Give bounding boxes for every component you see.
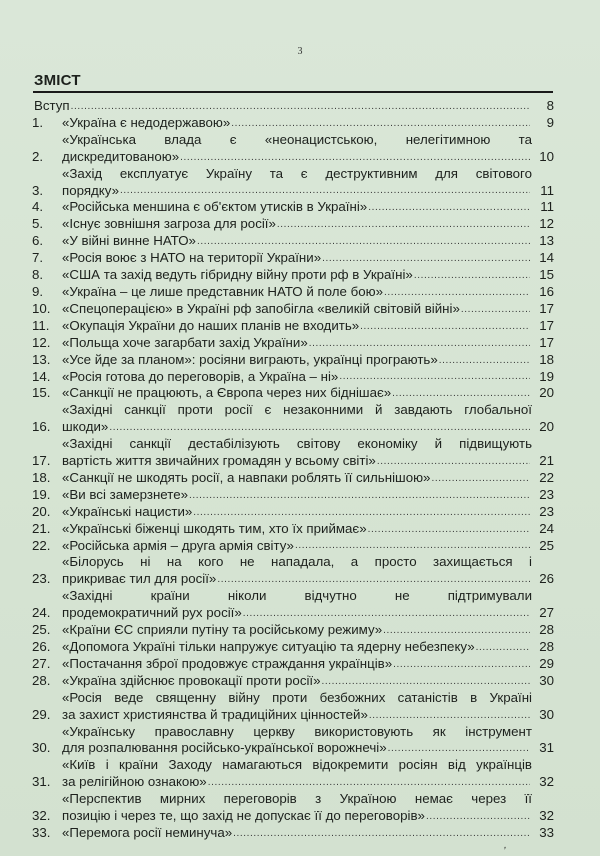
toc-entry-text: «Постачання зброї продовжує страждання українців» <box>62 655 393 671</box>
dot-leader <box>360 322 530 332</box>
toc-entry[interactable] <box>32 554 554 588</box>
toc-entry[interactable] <box>32 352 554 369</box>
toc-entry-number: 25. <box>32 622 51 638</box>
toc-page-number: 24 <box>539 520 554 536</box>
toc-entry-text: порядку» <box>62 182 119 198</box>
dot-leader <box>384 288 530 298</box>
toc-page-number: 8 <box>546 98 554 113</box>
title-rule <box>33 91 553 93</box>
toc-entry-text: «Перемога росії неминуча» <box>62 824 233 840</box>
toc-entry-number: 27. <box>32 655 51 671</box>
toc-page-number: 18 <box>539 351 554 367</box>
dot-leader <box>217 575 530 585</box>
toc-entry-text: «Спецоперацією» в Україні рф запобігла «великій світовій війні» <box>62 300 460 316</box>
toc-entry[interactable] <box>32 301 554 318</box>
toc-page-number: 32 <box>539 774 554 790</box>
toc-page-number: 12 <box>539 216 554 232</box>
toc-entry-number: 23. <box>32 571 51 587</box>
toc-entry[interactable] <box>32 436 554 470</box>
toc-entry-text: «Київ і країни Заходу намагаються відокремити росіян від українців <box>62 757 532 773</box>
page-number: 3 <box>297 46 303 57</box>
toc-entry-number: 14. <box>32 368 51 384</box>
toc-page-number: 28 <box>539 639 554 654</box>
toc-entry-text: «Допомога Україні тільки напружує ситуацію та ядерну небезпеку» <box>62 639 475 654</box>
toc-entry-number: 19. <box>32 486 51 502</box>
dot-leader <box>377 457 530 467</box>
table-of-contents <box>32 98 554 842</box>
toc-page-number: 32 <box>539 808 554 824</box>
toc-entry[interactable] <box>32 588 554 622</box>
toc-entry-number: 18. <box>32 469 51 485</box>
toc-entry[interactable] <box>32 521 554 538</box>
toc-entry-number: 6. <box>32 233 44 249</box>
toc-entry-text: «Російська меншина є об'єктом утисків в Україні» <box>62 199 368 215</box>
toc-entry-number: 5. <box>32 216 44 232</box>
toc-entry[interactable] <box>32 470 554 487</box>
toc-entry-text: «Російська армія – друга армія світу» <box>62 537 294 553</box>
toc-entry-text: «Країни ЄС сприяли путіну та російському режиму» <box>62 622 383 638</box>
toc-entry-text: «Санкції не шкодять росії, а навпаки роблять її сильнішою» <box>62 469 431 485</box>
toc-entry-number: 9. <box>32 283 44 299</box>
toc-entry-text: «Західні санкції дестабілізують світову економіку й підвищують <box>62 436 532 452</box>
toc-page-number: 17 <box>539 317 554 333</box>
toc-entry-number: 31. <box>32 774 51 790</box>
toc-page-number: 21 <box>539 453 554 469</box>
dot-leader <box>243 609 530 619</box>
toc-entry-number: 28. <box>32 672 51 688</box>
toc-entry[interactable] <box>32 132 554 166</box>
dot-leader <box>388 744 530 754</box>
toc-entry[interactable] <box>32 487 554 504</box>
toc-entry-number: 15. <box>32 385 51 401</box>
toc-entry-number: 26. <box>32 639 51 654</box>
dot-leader <box>476 643 530 653</box>
toc-entry[interactable] <box>32 369 554 386</box>
toc-entry-number: 16. <box>32 419 51 435</box>
toc-page-number: 13 <box>539 233 554 249</box>
toc-entry-text: продемократичний рух росії» <box>62 605 242 621</box>
dot-leader <box>392 389 530 399</box>
toc-page-number: 23 <box>539 486 554 502</box>
toc-entry-text: «Росія воює з НАТО на території України» <box>62 250 322 266</box>
toc-entry-text: «Білорусь ні на кого не нападала, а просто захищається і <box>62 554 532 570</box>
toc-entry-text: «Україна здійснює провокації проти росії» <box>62 672 321 688</box>
dot-leader <box>322 254 530 264</box>
dot-leader <box>309 339 530 349</box>
toc-entry-text: шкоди» <box>62 419 109 435</box>
toc-entry-number: 17. <box>32 453 51 469</box>
toc-entry-number: 4. <box>32 199 44 215</box>
toc-page-number: 15 <box>539 267 554 283</box>
toc-entry[interactable] <box>32 639 554 656</box>
dot-leader <box>368 525 530 535</box>
toc-page-number: 22 <box>539 469 554 485</box>
dot-leader <box>339 372 530 382</box>
toc-entry-text: «Українську православну церкву використовують як інструмент <box>62 723 532 739</box>
dot-leader <box>277 220 530 230</box>
toc-entry[interactable] <box>32 115 554 132</box>
toc-entry-number: 13. <box>32 351 51 367</box>
dot-leader <box>383 626 530 636</box>
dot-leader <box>231 119 530 129</box>
toc-entry-text: «Санкції не працюють, а Європа через них біднішає» <box>62 385 392 401</box>
toc-entry-text: за релігійною ознакою» <box>62 774 207 790</box>
toc-page-number: 9 <box>546 114 554 130</box>
toc-entry-text: дискредитованою» <box>62 148 180 164</box>
dot-leader <box>208 778 530 788</box>
toc-entry-text: «США та захід ведуть гібридну війну проти рф в Україні» <box>62 267 413 283</box>
dot-leader <box>233 829 530 839</box>
toc-page-number: 31 <box>539 740 554 756</box>
toc-entry-text: «Українська влада є «неонацистською, нелегітимною та <box>62 131 532 147</box>
toc-entry[interactable] <box>32 402 554 436</box>
toc-entry[interactable] <box>32 250 554 267</box>
dot-leader <box>189 491 530 501</box>
toc-page-number: 11 <box>540 199 554 215</box>
toc-page-number: 29 <box>539 655 554 671</box>
toc-page-number: 11 <box>540 182 554 198</box>
toc-page-number: 20 <box>539 385 554 401</box>
toc-entry-text: «Захід експлуатує Україну та є деструктивним для світового <box>62 165 532 181</box>
toc-entry-number: 10. <box>32 300 51 316</box>
toc-entry-text: «Українські нацисти» <box>62 503 193 519</box>
toc-entry-number: 11. <box>32 317 50 333</box>
page-title: ЗМІСТ <box>34 72 81 89</box>
toc-entry-number: 33. <box>32 824 51 840</box>
toc-page-number: 33 <box>539 824 554 840</box>
toc-page-number: 28 <box>539 622 554 638</box>
toc-entry-text: «Західні країни ніколи відчутно не підтримували <box>62 588 532 604</box>
toc-entry-text: позицію і через те, що захід не допускає її до переговорів» <box>62 808 425 824</box>
toc-page-number: 30 <box>539 706 554 722</box>
toc-entry-text: «Польща хоче загарбати захід України» <box>62 334 308 350</box>
dot-leader <box>414 271 530 281</box>
dot-leader <box>322 677 530 687</box>
toc-entry-number: 24. <box>32 605 51 621</box>
toc-entry-text: «Ви всі замерзнете» <box>62 486 188 502</box>
toc-entry-text: «Росія веде священну війну проти безбожних сатаністів в Україні <box>62 689 532 705</box>
dot-leader <box>431 474 530 484</box>
dot-leader <box>439 356 530 366</box>
toc-page-number: 25 <box>539 537 554 553</box>
toc-entry-number: 7. <box>32 250 44 266</box>
toc-entry-number: 30. <box>32 740 51 756</box>
toc-page-number: 17 <box>539 300 554 316</box>
toc-entry[interactable] <box>32 385 554 402</box>
toc-entry[interactable] <box>32 724 554 758</box>
toc-entry-text: за захист християнства й традиційних цінностей» <box>62 706 368 722</box>
toc-page-number: 27 <box>539 605 554 621</box>
toc-entry-number: 21. <box>32 520 51 536</box>
toc-page-number: 23 <box>539 503 554 519</box>
dot-leader <box>180 153 530 163</box>
toc-entry[interactable] <box>32 216 554 233</box>
toc-entry[interactable] <box>32 656 554 673</box>
toc-entry-text: прикриває тил для росії» <box>62 571 217 587</box>
toc-entry-number: 3. <box>32 182 44 198</box>
toc-entry-number: 32. <box>32 808 51 824</box>
toc-entry[interactable] <box>32 538 554 555</box>
toc-entry[interactable] <box>32 622 554 639</box>
toc-entry[interactable] <box>32 825 554 842</box>
dot-leader <box>197 237 530 247</box>
toc-page-number: 26 <box>539 571 554 587</box>
toc-entry-number: 1. <box>32 114 44 130</box>
toc-entry-number: 2. <box>32 148 44 164</box>
dot-leader <box>295 541 530 551</box>
toc-entry-text: «Українські біженці шкодять тим, хто їх приймає» <box>62 520 367 536</box>
toc-entry[interactable] <box>32 690 554 724</box>
toc-entry-number: 8. <box>32 267 44 283</box>
toc-entry[interactable] <box>32 335 554 352</box>
toc-entry[interactable] <box>32 199 554 216</box>
dot-leader <box>71 102 530 112</box>
toc-entry-text: вартість життя звичайних громадян у всьому світі» <box>62 453 376 469</box>
toc-entry-text: «Україна є недодержавою» <box>62 114 231 130</box>
toc-entry-text: «Західні санкції проти росії є незаконними й завдають глобальної <box>62 402 532 418</box>
toc-entry-text: «Усе йде за планом»: росіяни виграють, українці програють» <box>62 351 438 367</box>
toc-entry[interactable] <box>32 673 554 690</box>
dot-leader <box>193 508 530 518</box>
dot-leader <box>120 186 530 196</box>
toc-entry-text: «Перспектив мирних переговорів з Україною немає через її <box>62 791 532 807</box>
toc-entry-text: «Україна – це лише представник НАТО й поле бою» <box>62 283 384 299</box>
toc-entry[interactable] <box>32 233 554 250</box>
toc-page-number: 20 <box>539 419 554 435</box>
toc-page-number: 19 <box>539 368 554 384</box>
toc-entry-text: «Окупація України до наших планів не входить» <box>62 317 360 333</box>
dot-leader <box>393 660 530 670</box>
toc-page-number: 16 <box>539 283 554 299</box>
toc-entry[interactable] <box>32 757 554 791</box>
toc-entry-number: 29. <box>32 706 51 722</box>
toc-entry[interactable] <box>32 791 554 825</box>
toc-entry[interactable] <box>32 166 554 200</box>
toc-entry[interactable] <box>32 504 554 521</box>
toc-entry-number: 20. <box>32 503 51 519</box>
toc-entry-text: «У війні винне НАТО» <box>62 233 196 249</box>
toc-entry-text: для розпалювання російсько-української ворожнечі» <box>62 740 387 756</box>
dot-leader <box>369 711 530 721</box>
dot-leader <box>426 812 530 822</box>
toc-entry-label: Вступ <box>34 98 70 113</box>
dot-leader <box>461 305 530 315</box>
toc-entry-number: 22. <box>32 537 51 553</box>
toc-entry[interactable] <box>32 267 554 284</box>
toc-entry-intro[interactable] <box>32 98 554 115</box>
toc-page-number: 30 <box>539 672 554 688</box>
stray-mark: , <box>504 840 507 851</box>
toc-entry[interactable] <box>32 284 554 301</box>
toc-entry-number: 12. <box>32 334 51 350</box>
toc-page-number: 17 <box>539 334 554 350</box>
toc-entry[interactable] <box>32 318 554 335</box>
toc-page-number: 10 <box>539 148 554 164</box>
dot-leader <box>109 423 530 433</box>
toc-page-number: 14 <box>539 250 554 266</box>
toc-entry-text: «Існує зовнішня загроза для росії» <box>62 216 276 232</box>
dot-leader <box>368 203 530 213</box>
toc-entry-text: «Росія готова до переговорів, а Україна – ні» <box>62 368 339 384</box>
